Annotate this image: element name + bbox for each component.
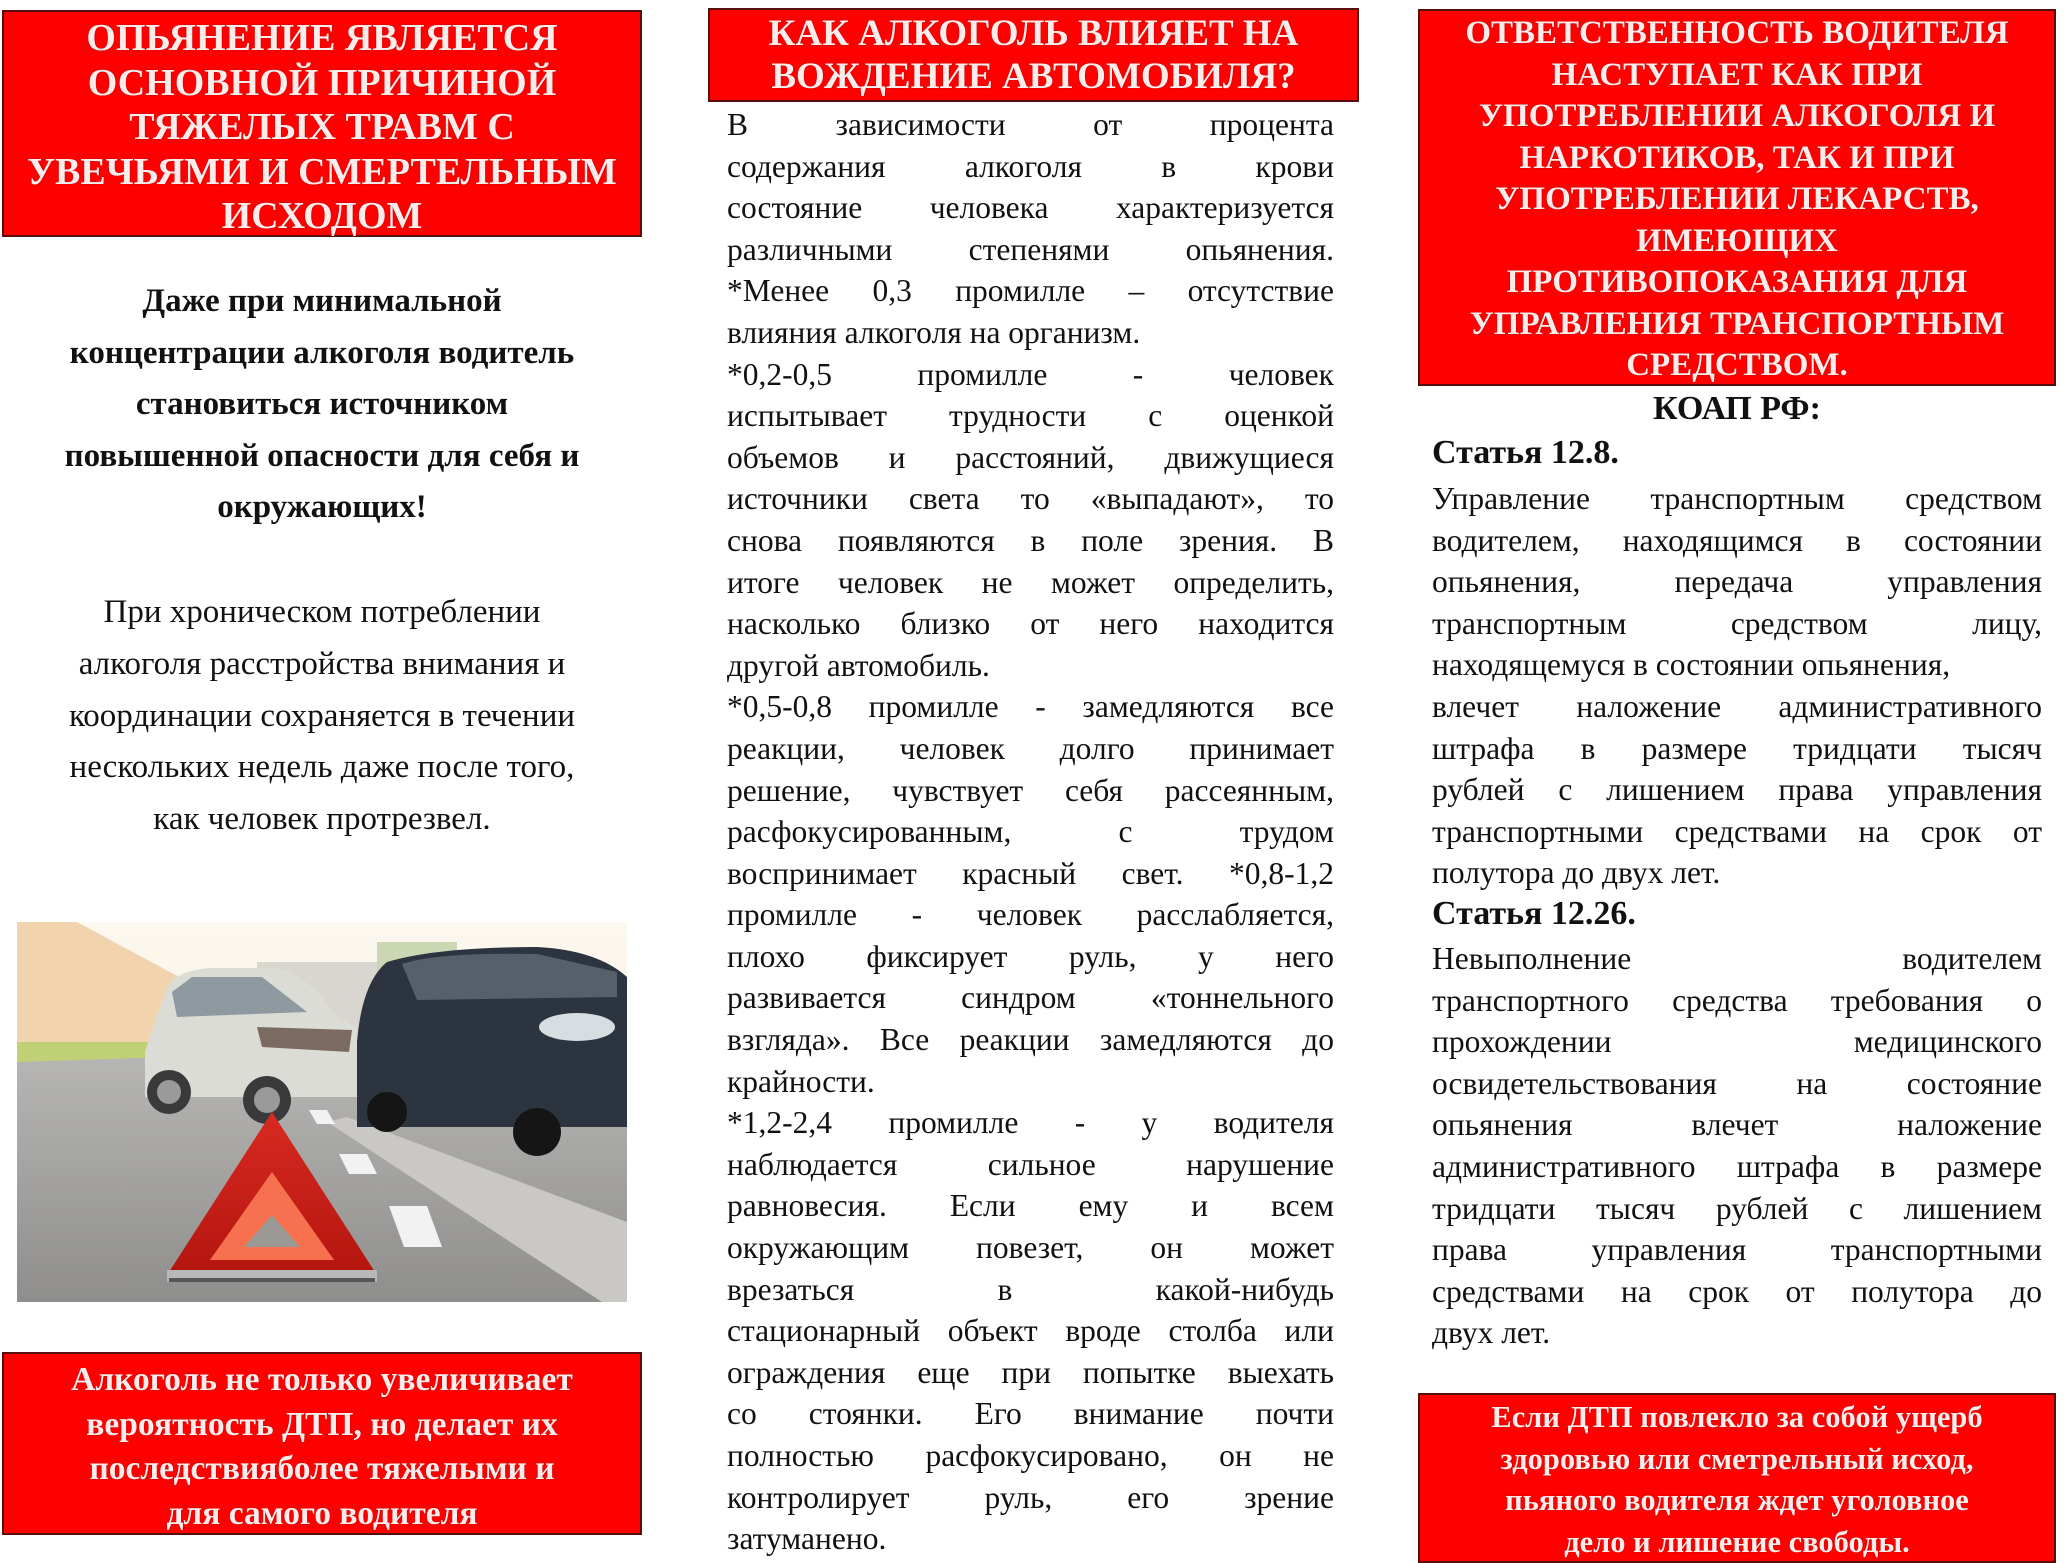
right-header-line: УПОТРЕБЛЕНИИ АЛКОГОЛЯ И [1420, 96, 2054, 138]
article-12-26-text [1432, 938, 2042, 1354]
dark-car [357, 947, 627, 1156]
text-line: врезаться в какой-нибудь [727, 1269, 1334, 1311]
text-line: транспортными средствами на срок от [1432, 811, 2042, 853]
text-line: объемов и расстояний, движущиеся [727, 437, 1334, 479]
left-footer-line: Алкоголь не только увеличивает [4, 1358, 640, 1403]
right-footer-line: Если ДТП повлекло за собой ущерб [1420, 1397, 2054, 1439]
text-line: тридцати тысяч рублей с лишением [1432, 1188, 2042, 1230]
middle-header-box [708, 8, 1359, 102]
right-header-box [1418, 9, 2056, 386]
bold-line: концентрации алкоголя водитель [0, 328, 644, 380]
text-line: опьянения влечет наложение [1432, 1104, 2042, 1146]
text-line: стационарный объект вроде столба или [727, 1310, 1334, 1352]
text-line: *0,5-0,8 промилле - замедляются все [727, 686, 1334, 728]
text-line: полностью расфокусировано, он не [727, 1435, 1334, 1477]
right-column [1400, 0, 2064, 1548]
left-header-line: ИСХОДОМ [4, 194, 640, 239]
right-footer-line: пьяного водителя ждет уголовное [1420, 1480, 2054, 1522]
text-line: двух лет. [1432, 1312, 2042, 1354]
text-line: административного штрафа в размере [1432, 1146, 2042, 1188]
text-line: промилле - человек расслабляется, [727, 894, 1334, 936]
text-line: состояние человека характеризуется [727, 187, 1334, 229]
left-header-line: ТЯЖЕЛЫХ ТРАВМ С [4, 105, 640, 150]
text-line: средствами на срок от полутора до [1432, 1271, 2042, 1313]
bold-line: окружающих! [0, 482, 644, 534]
text-line: расфокусированным, с трудом [727, 811, 1334, 853]
text-line: влечет наложение административного [1432, 686, 2042, 728]
text-line: крайности. [727, 1061, 1334, 1103]
text-line: развивается синдром «тоннельного [727, 977, 1334, 1019]
text-line: находящемуся в состоянии опьянения, [1432, 644, 2042, 686]
text-line: полутора до двух лет. [1432, 852, 2042, 894]
right-header-line: НАСТУПАЕТ КАК ПРИ [1420, 55, 2054, 97]
text-line: *Менее 0,3 промилле – отсутствие [727, 270, 1334, 312]
text-line: испытывает трудности с оценкой [727, 395, 1334, 437]
text-line: снова появляются в поле зрения. В [727, 520, 1334, 562]
right-header-line: УПРАВЛЕНИЯ ТРАНСПОРТНЫМ [1420, 304, 2054, 346]
middle-column [700, 0, 1390, 1548]
right-header-line: ПРОТИВОПОКАЗАНИЯ ДЛЯ [1420, 262, 2054, 304]
article-12-8-text [1432, 478, 2042, 894]
left-footer-box [2, 1352, 642, 1535]
left-header-line: ОСНОВНОЙ ПРИЧИНОЙ [4, 61, 640, 106]
text-line: *1,2-2,4 промилле - у водителя [727, 1102, 1334, 1144]
text-line: права управления транспортными [1432, 1229, 2042, 1271]
bold-line: повышенной опасности для себя и [0, 431, 644, 483]
right-header-line: НАРКОТИКОВ, ТАК И ПРИ [1420, 138, 2054, 180]
left-header-line: УВЕЧЬЯМИ И СМЕРТЕЛЬНЫМ [4, 150, 640, 195]
text-line: затуманено. [727, 1518, 1334, 1560]
left-header-box [2, 10, 642, 237]
left-footer-line: для самого водителя [4, 1492, 640, 1537]
text-line: другой автомобиль. [727, 645, 1334, 687]
text-line: транспортным средством лицу, [1432, 603, 2042, 645]
text-line: прохождении медицинского [1432, 1021, 2042, 1063]
right-footer-box [1418, 1393, 2056, 1563]
text-line: Управление транспортным средством [1432, 478, 2042, 520]
text-line: различными степенями опьянения. [727, 229, 1334, 271]
text-line: воспринимает красный свет. *0,8-1,2 [727, 853, 1334, 895]
text-line: реакции, человек долго принимает [727, 728, 1334, 770]
text-line: Невыполнение водителем [1432, 938, 2042, 980]
text-line: насколько близко от него находится [727, 603, 1334, 645]
bold-line: Даже при минимальной [0, 276, 644, 328]
right-header-line: ИМЕЮЩИХ [1420, 221, 2054, 263]
normal-line: как человек протрезвел. [0, 794, 644, 846]
text-line: со стоянки. Его внимание почти [727, 1393, 1334, 1435]
text-line: ограждения еще при попытке выехать [727, 1352, 1334, 1394]
accident-photo [17, 922, 627, 1302]
bold-line: становиться источником [0, 379, 644, 431]
middle-header-line: КАК АЛКОГОЛЬ ВЛИЯЕТ НА [710, 12, 1357, 55]
text-line: влияния алкоголя на организм. [727, 312, 1334, 354]
text-line: итоге человек не может определить, [727, 562, 1334, 604]
text-line: решение, чувствует себя рассеянным, [727, 770, 1334, 812]
right-header-line: СРЕДСТВОМ. [1420, 345, 2054, 387]
left-footer-line: последствияболее тяжелыми и [4, 1447, 640, 1492]
normal-line: алкоголя расстройства внимания и [0, 639, 644, 691]
right-footer-line: здоровью или сметрельный исход, [1420, 1439, 2054, 1481]
text-line: В зависимости от процента [727, 104, 1334, 146]
text-line: освидетельствования на состояние [1432, 1063, 2042, 1105]
text-line: опьянения, передача управления [1432, 561, 2042, 603]
text-line: транспортного средства требования о [1432, 980, 2042, 1022]
text-line: водителем, находящимся в состоянии [1432, 520, 2042, 562]
text-line: окружающим повезет, он может [727, 1227, 1334, 1269]
left-bold-paragraph [0, 276, 644, 534]
normal-line: При хроническом потреблении [0, 587, 644, 639]
article-12-26-title: Статья 12.26. [1432, 893, 1636, 935]
normal-line: нескольких недель даже после того, [0, 742, 644, 794]
middle-header-line: ВОЖДЕНИЕ АВТОМОБИЛЯ? [710, 55, 1357, 98]
text-line: контролирует руль, его зрение [727, 1477, 1334, 1519]
text-line: равновесия. Если ему и всем [727, 1185, 1334, 1227]
right-header-line: ОТВЕТСТВЕННОСТЬ ВОДИТЕЛЯ [1420, 13, 2054, 55]
left-header-line: ОПЬЯНЕНИЕ ЯВЛЯЕТСЯ [4, 16, 640, 61]
text-line: источники света то «выпадают», то [727, 478, 1334, 520]
article-12-8-title: Статья 12.8. [1432, 432, 1619, 474]
text-line: наблюдается сильное нарушение [727, 1144, 1334, 1186]
koap-title: КОАП РФ: [1418, 388, 2056, 430]
text-line: плохо фиксирует руль, у него [727, 936, 1334, 978]
text-line: штрафа в размере тридцати тысяч [1432, 728, 2042, 770]
right-footer-line: дело и лишение свободы. [1420, 1522, 2054, 1563]
text-line: содержания алкоголя в крови [727, 146, 1334, 188]
left-footer-line: вероятность ДТП, но делает их [4, 1403, 640, 1448]
middle-body-text [727, 104, 1334, 1560]
normal-line: координации сохраняется в течении [0, 691, 644, 743]
left-column [0, 0, 660, 1548]
right-header-line: УПОТРЕБЛЕНИИ ЛЕКАРСТВ, [1420, 179, 2054, 221]
text-line: взгляда». Все реакции замедляются до [727, 1019, 1334, 1061]
left-normal-paragraph [0, 587, 644, 846]
text-line: рублей с лишением права управления [1432, 769, 2042, 811]
text-line: *0,2-0,5 промилле - человек [727, 354, 1334, 396]
